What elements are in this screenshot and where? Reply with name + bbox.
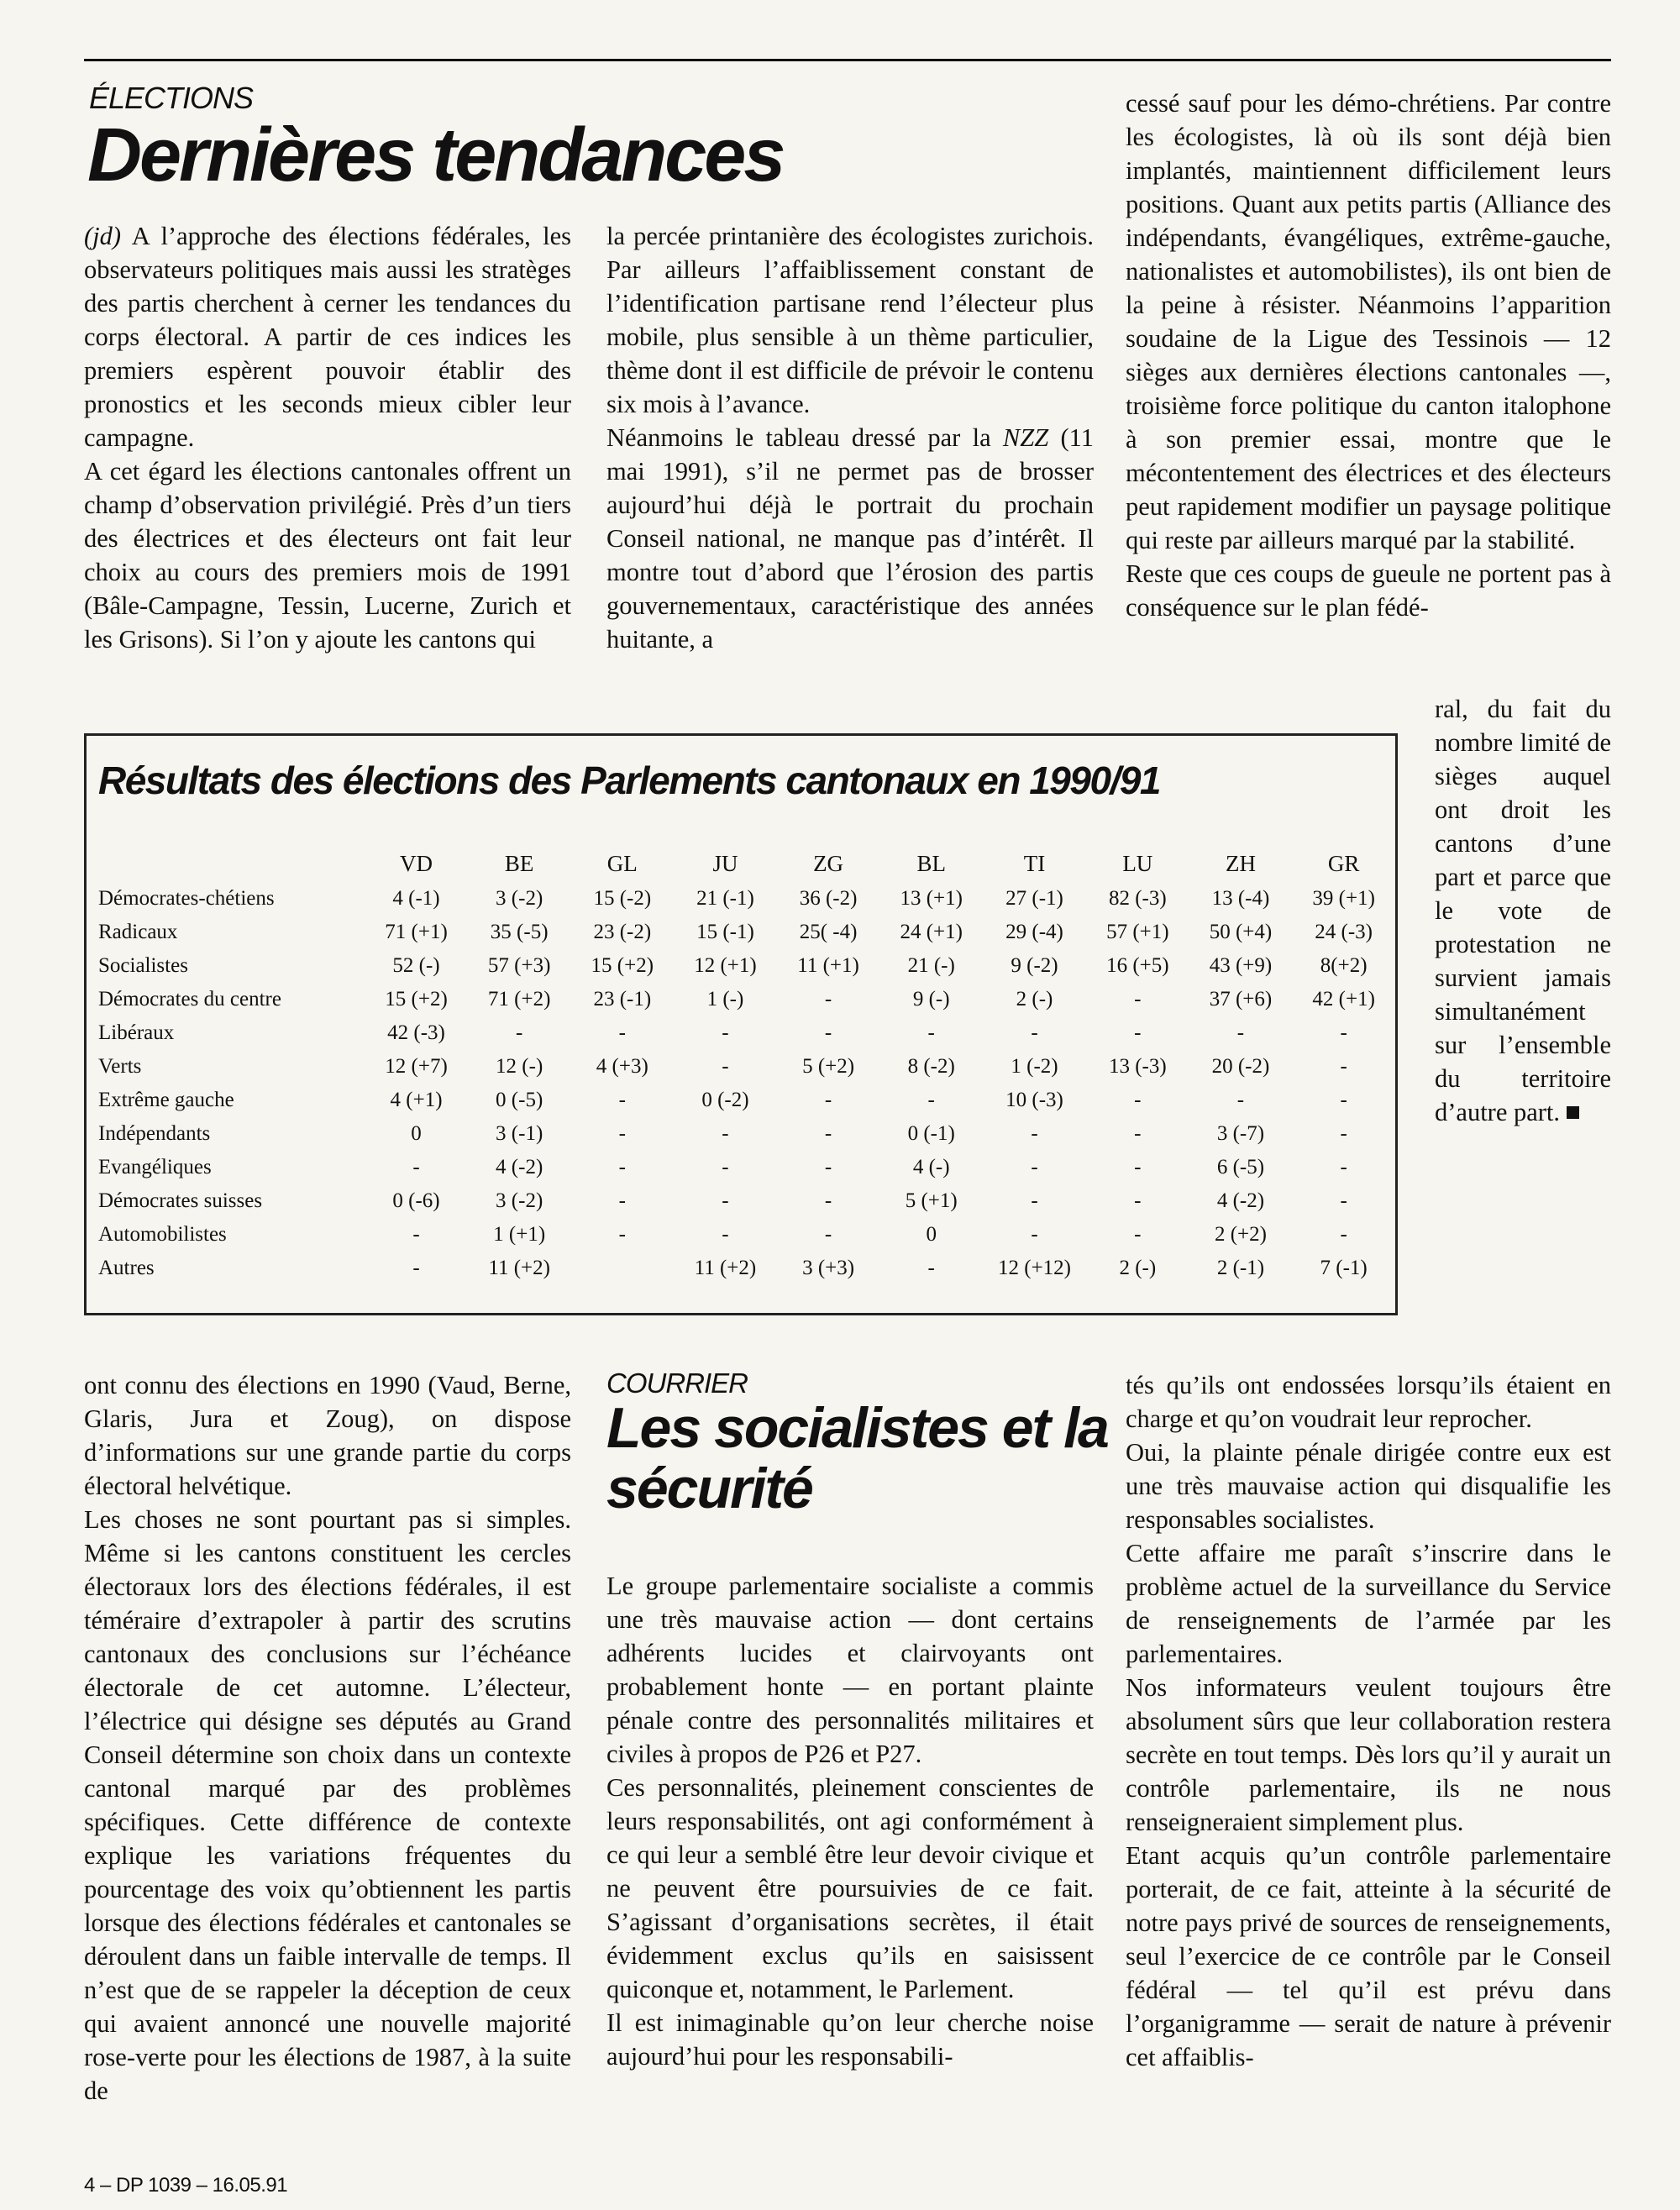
seat-value: - (722, 1223, 729, 1246)
table-row (95, 1151, 1395, 1184)
seat-value: - (1340, 1055, 1347, 1078)
seat-value: 8(+2) (1320, 954, 1368, 977)
seat-value: 2 (-) (1016, 988, 1053, 1011)
seat-value: 16 (+5) (1106, 954, 1169, 977)
seat-value: 13 (-4) (1211, 887, 1270, 910)
seat-value: - (824, 1223, 832, 1246)
party-name: Démocrates du centre (98, 988, 281, 1011)
table-row (95, 1050, 1395, 1084)
seat-value: 15 (+2) (385, 988, 448, 1011)
article2-title: Les socialistes et la sécurité (606, 1396, 1108, 1521)
seat-value: 27 (-1) (1005, 887, 1063, 910)
seat-value: 13 (-3) (1108, 1055, 1167, 1078)
seat-value: - (1031, 1189, 1038, 1212)
seat-value: 11 (+2) (488, 1257, 550, 1279)
seat-value: 20 (-2) (1211, 1055, 1270, 1078)
paragraph: Etant acquis qu’un contrôle parlementaire porterait, de ce fait, atteinte à la sécurité de notre pays privé de sources de renseignements, seul l’exercice de ce contrôle par le Conseil fédéral — tel qu’il est prévu dans l’organigramme — serait de nature à prévenir cet affaiblis- (1126, 1841, 1611, 2071)
seat-value: 57 (+1) (1106, 921, 1169, 943)
seat-value: - (1340, 1189, 1347, 1212)
column-header-zh: ZH (1225, 851, 1256, 876)
seat-value: 11 (+1) (797, 954, 859, 977)
seat-value: - (1134, 988, 1142, 1011)
seat-value: - (1236, 1089, 1245, 1111)
seat-value (570, 1252, 674, 1285)
seat-value: - (1031, 1156, 1038, 1178)
seat-value: 8 (-2) (907, 1055, 955, 1078)
seat-value: - (824, 1189, 832, 1212)
seat-value: - (927, 1021, 935, 1044)
column-header-gr: GR (1327, 851, 1360, 876)
seat-value: - (1031, 1122, 1038, 1145)
seat-value: - (1236, 1021, 1245, 1044)
seat-value: 71 (+1) (385, 921, 448, 943)
results-table (95, 845, 1395, 1285)
article2-kicker: COURRIER (606, 1367, 748, 1399)
seat-value: - (1340, 1156, 1347, 1178)
seat-value: - (1134, 1089, 1142, 1111)
paragraph: tés qu’ils ont endossées lorsqu’ils étaient en charge et qu’on voudrait leur reprocher. (1126, 1371, 1611, 1433)
article1-column-1 (84, 219, 571, 656)
article1-column-3 (1126, 87, 1611, 624)
party-name: Verts (98, 1055, 142, 1078)
party-name: Radicaux (98, 921, 178, 943)
paragraph: A l’approche des élections fédérales, les observateurs politiques mais aussi les stratèges des partis cherchent à cerner les tendances du corps électoral. A partir de ces indices les premiers espèrent pouvoir établir des pronostics et les seconds mieux cibler leur campagne. (84, 222, 571, 452)
seat-value: 4 (-1) (392, 887, 440, 910)
seat-value: - (1134, 1223, 1142, 1246)
article2-column-2 (1126, 1368, 1611, 2074)
article1-column-2 (606, 219, 1094, 656)
paragraph: Il est inimaginable qu’on leur cherche noise aujourd’hui pour les responsabili- (606, 2008, 1094, 2071)
seat-value: 52 (-) (392, 954, 440, 977)
paragraph: Les choses ne sont pourtant pas si simples. Même si les cantons constituent les cercles électoraux lors des élections fédérales, il est téméraire d’extrapoler à partir des scrutins cantonaux des conclusions sur l’échéance électorale de cet automne. L’électeur, l’électrice qui désigne ses députés au Grand Conseil détermine son choix dans un contexte cantonal marqué par des problèmes spécifiques. Cette différence de contexte explique les variations fréquentes du pourcentage des voix qu’obtiennent les partis lorsque des élections fédérales et cantonales se déroulent dans un faible intervalle de temps. Il n’est que de se rappeler la déception de ceux qui avaient annoncé une nouvelle majorité rose-verte pour les élections de 1987, à la suite de (84, 1505, 571, 2105)
paragraph: cessé sauf pour les démo-chrétiens. Par contre les écologistes, là où ils sont déjà bien implantés, maintiennent difficilement leurs positions. Quant aux petits partis (Alliance des indépendants, évangéliques, extrême-gauche, nationalistes et automobilistes), ils ont bien de la peine à résister. Néanmoins l’apparition soudaine de la Ligue des Tessinois — 12 sièges aux dernières élections cantonales —, troisième force politique du canton italophone à son premier essai, montre que le mécontentement des électrices et des électeurs peut rapidement modifier un paysage politique qui reste par ailleurs marqué par la stabilité. (1126, 89, 1611, 554)
seat-value: 42 (+1) (1312, 988, 1375, 1011)
paragraph: A cet égard les élections cantonales offrent un champ d’observation privilégié. Près d’un tiers des électrices et des électeurs ont fait leur choix au cours des premiers mois de 1991 (Bâle-Campagne, Tessin, Lucerne, Zurich et les Grisons). Si l’on y ajoute les cantons qui (84, 457, 571, 654)
seat-value: - (618, 1189, 626, 1212)
seat-value: 1 (+1) (493, 1223, 546, 1246)
seat-value: 9 (-2) (1011, 954, 1058, 977)
seat-value: 21 (-) (907, 954, 955, 977)
column-header-gl: GL (606, 851, 638, 876)
seat-value: - (618, 1021, 626, 1044)
seat-value: 35 (-5) (490, 921, 549, 943)
seat-value: 39 (+1) (1312, 887, 1375, 910)
seat-value: 2 (-1) (1216, 1257, 1265, 1279)
seat-value: 9 (-) (912, 988, 950, 1011)
seat-value: 0 (411, 1122, 422, 1145)
column-header-zg: ZG (813, 851, 844, 876)
party-name: Démocrates suisses (98, 1189, 263, 1212)
paragraph: Cette affaire me paraît s’inscrire dans le problème actuel de la surveillance du Service de renseignements de l’armée par les parlementaires. (1126, 1539, 1611, 1668)
seat-value: 1 (-2) (1011, 1055, 1058, 1078)
table-row (95, 1218, 1395, 1252)
seat-value: 2 (+2) (1214, 1223, 1267, 1246)
seat-value: - (824, 988, 832, 1011)
seat-value: 0 (-2) (701, 1089, 749, 1111)
seat-value: - (1340, 1122, 1347, 1145)
paragraph: ont connu des élections en 1990 (Vaud, Berne, Glaris, Jura et Zoug), on dispose d’informations sur une grande partie du corps électoral helvétique. (84, 1371, 571, 1500)
seat-value: 2 (-) (1119, 1257, 1157, 1279)
end-mark-icon (1567, 1106, 1579, 1119)
results-table-box (84, 733, 1398, 1315)
seat-value: 12 (+12) (998, 1257, 1071, 1279)
seat-value: - (722, 1189, 729, 1212)
seat-value: - (824, 1122, 832, 1145)
seat-value: - (722, 1156, 729, 1178)
seat-value: - (618, 1156, 626, 1178)
seat-value: 11 (+2) (694, 1257, 757, 1279)
seat-value: 71 (+2) (487, 988, 551, 1011)
top-rule (84, 59, 1611, 61)
seat-value: 4 (+3) (596, 1055, 648, 1078)
seat-value: 3 (-2) (496, 1189, 543, 1212)
seat-value: - (1340, 1223, 1347, 1246)
seat-value: 15 (+2) (591, 954, 654, 977)
seat-value: - (618, 1089, 626, 1111)
seat-value: 23 (-2) (593, 921, 652, 943)
article1-kicker: ÉLECTIONS (89, 81, 254, 115)
seat-value: 0 (-1) (907, 1122, 955, 1145)
table-row (95, 882, 1395, 916)
seat-value: 0 (926, 1223, 937, 1246)
column-header-ju: JU (712, 851, 738, 876)
article1-title: Dernières tendances (87, 113, 784, 197)
seat-value: - (722, 1055, 729, 1078)
paragraph: la percée printanière des écologistes zurichois. Par ailleurs l’affaiblissement constant de l’identification partisane rend l’électeur plus mobile, plus sensible à un thème particulier, thème dont il est difficile de prévoir le contenu six mois à l’avance. (606, 222, 1094, 418)
seat-value: 4 (-2) (496, 1156, 543, 1178)
paragraph: Néanmoins le tableau dressé par la NZZ (11 mai 1991), s’il ne permet pas de brosser aujourd’hui déjà le portrait du prochain Conseil national, ne manque pas d’intérêt. Il montre tout d’abord que l’érosion des partis gouvernementaux, caractéristique des années huitante, a (606, 423, 1095, 654)
seat-value: - (1340, 1089, 1347, 1111)
party-name: Automobilistes (98, 1223, 227, 1246)
seat-value: - (516, 1021, 523, 1044)
seat-value: 21 (-1) (696, 887, 754, 910)
seat-value: 3 (-7) (1216, 1122, 1265, 1145)
seat-value: 7 (-1) (1320, 1257, 1368, 1279)
seat-value: 50 (+4) (1209, 921, 1273, 943)
seat-value: 5 (+2) (802, 1055, 855, 1078)
seat-value: - (1031, 1223, 1038, 1246)
seat-value: 3 (-1) (496, 1122, 543, 1145)
seat-value: 6 (-5) (1216, 1156, 1265, 1178)
column-header-lu: LU (1122, 851, 1153, 876)
seat-value: 4 (+1) (390, 1089, 443, 1111)
table-row (95, 1016, 1395, 1050)
seat-value: - (618, 1122, 626, 1145)
seat-value: 24 (+1) (900, 921, 963, 943)
seat-value: - (824, 1089, 832, 1111)
byline: (jd) (84, 222, 122, 250)
party-name: Evangéliques (98, 1156, 212, 1178)
seat-value: - (722, 1122, 729, 1145)
article1-column-4 (84, 1368, 571, 2108)
article2-column-1 (606, 1569, 1094, 2073)
seat-value: 0 (-5) (496, 1089, 543, 1111)
paragraph: Reste que ces coups de gueule ne portent pas à conséquence sur le plan fédé- (1126, 559, 1611, 622)
seat-value: 1 (-) (706, 988, 744, 1011)
seat-value: 82 (-3) (1108, 887, 1167, 910)
seat-value: - (824, 1021, 832, 1044)
seat-value: 12 (+1) (694, 954, 757, 977)
seat-value: - (927, 1257, 935, 1279)
party-name: Socialistes (98, 954, 188, 977)
table-title: Résultats des élections des Parlements cantonaux en 1990/91 (98, 759, 1160, 802)
table-row (95, 916, 1395, 949)
seat-value: - (1134, 1156, 1142, 1178)
seat-value: 43 (+9) (1209, 954, 1273, 977)
column-header-be: BE (504, 851, 534, 876)
table-row (95, 1252, 1395, 1285)
seat-value: 15 (-1) (696, 921, 754, 943)
paragraph: Nos informateurs veulent toujours être absolument sûrs que leur collaboration restera secrète en tout temps. Dès lors qu’il y aurait un contrôle parlementaire, ils ne nous renseigneraient simplement plus. (1126, 1673, 1611, 1836)
table-row (95, 1184, 1395, 1218)
seat-value: - (618, 1223, 626, 1246)
article1-column-3-continued: ral, du fait du nombre limité de sièges auquel ont droit les cantons d’une part et parce que le vote de protestation ne survient jamais simultanément sur l’ensemble du territoire d’autre part. (1435, 695, 1611, 1126)
party-name: Extrême gauche (98, 1089, 234, 1111)
seat-value: 57 (+3) (487, 954, 551, 977)
table-header-row (95, 845, 1395, 882)
seat-value: 15 (-2) (593, 887, 652, 910)
seat-value: 12 (+7) (385, 1055, 448, 1078)
seat-value: 5 (+1) (905, 1189, 958, 1212)
seat-value: - (1134, 1122, 1142, 1145)
table-row (95, 1117, 1395, 1151)
seat-value: - (722, 1021, 729, 1044)
header-party (95, 845, 365, 882)
party-name: Autres (98, 1257, 155, 1279)
seat-value: 29 (-4) (1005, 921, 1063, 943)
column-header-vd: VD (400, 851, 433, 876)
seat-value: 23 (-1) (593, 988, 652, 1011)
seat-value: 4 (-) (912, 1156, 950, 1178)
seat-value: - (1134, 1021, 1142, 1044)
party-name: Libéraux (98, 1021, 175, 1044)
column-header-ti: TI (1023, 851, 1046, 876)
table-row (95, 983, 1395, 1016)
seat-value: - (927, 1089, 935, 1111)
paragraph: Oui, la plainte pénale dirigée contre eux est une très mauvaise action qui disqualifie les responsables socialistes. (1126, 1438, 1611, 1534)
seat-value: 24 (-3) (1315, 921, 1373, 943)
seat-value: 25( -4) (799, 921, 858, 943)
seat-value: 3 (-2) (496, 887, 543, 910)
seat-value: - (1031, 1021, 1038, 1044)
seat-value: 12 (-) (496, 1055, 543, 1078)
paragraph: Ces personnalités, pleinement conscientes de leurs responsabilités, ont agi conformément à ce qui leur a semblé être leur devoir civique et ne peuvent être poursuivies de ce fait. S’agissant d’organisations secrètes, il était évidemment exclus qu’ils en saisissent quiconque et, notamment, le Parlement. (606, 1773, 1094, 2003)
seat-value: - (1340, 1021, 1347, 1044)
seat-value: 37 (+6) (1209, 988, 1273, 1011)
party-name: Démocrates-chétiens (98, 887, 275, 910)
column-header-bl: BL (916, 851, 946, 876)
seat-value: - (412, 1223, 420, 1246)
page-footer: 4 – DP 1039 – 16.05.91 (84, 2174, 288, 2197)
seat-value: 4 (-2) (1216, 1189, 1265, 1212)
seat-value: 36 (-2) (799, 887, 858, 910)
seat-value: - (412, 1156, 420, 1178)
table-row (95, 949, 1395, 983)
seat-value: 42 (-3) (387, 1021, 445, 1044)
party-name: Indépendants (98, 1122, 211, 1145)
seat-value: 13 (+1) (900, 887, 963, 910)
seat-value: 0 (-6) (392, 1189, 440, 1212)
seat-value: - (824, 1156, 832, 1178)
seat-value: 3 (+3) (802, 1257, 855, 1279)
paragraph: Le groupe parlementaire socialiste a commis une très mauvaise action — dont certains adhérents lucides et clairvoyants ont probablement honte — en portant plainte pénale contre des personnalités militaires et civiles à propos de P26 et P27. (606, 1572, 1094, 1768)
seat-value: 10 (-3) (1005, 1089, 1063, 1111)
seat-value: - (1134, 1189, 1142, 1212)
seat-value: - (412, 1257, 420, 1279)
table-row (95, 1084, 1395, 1117)
